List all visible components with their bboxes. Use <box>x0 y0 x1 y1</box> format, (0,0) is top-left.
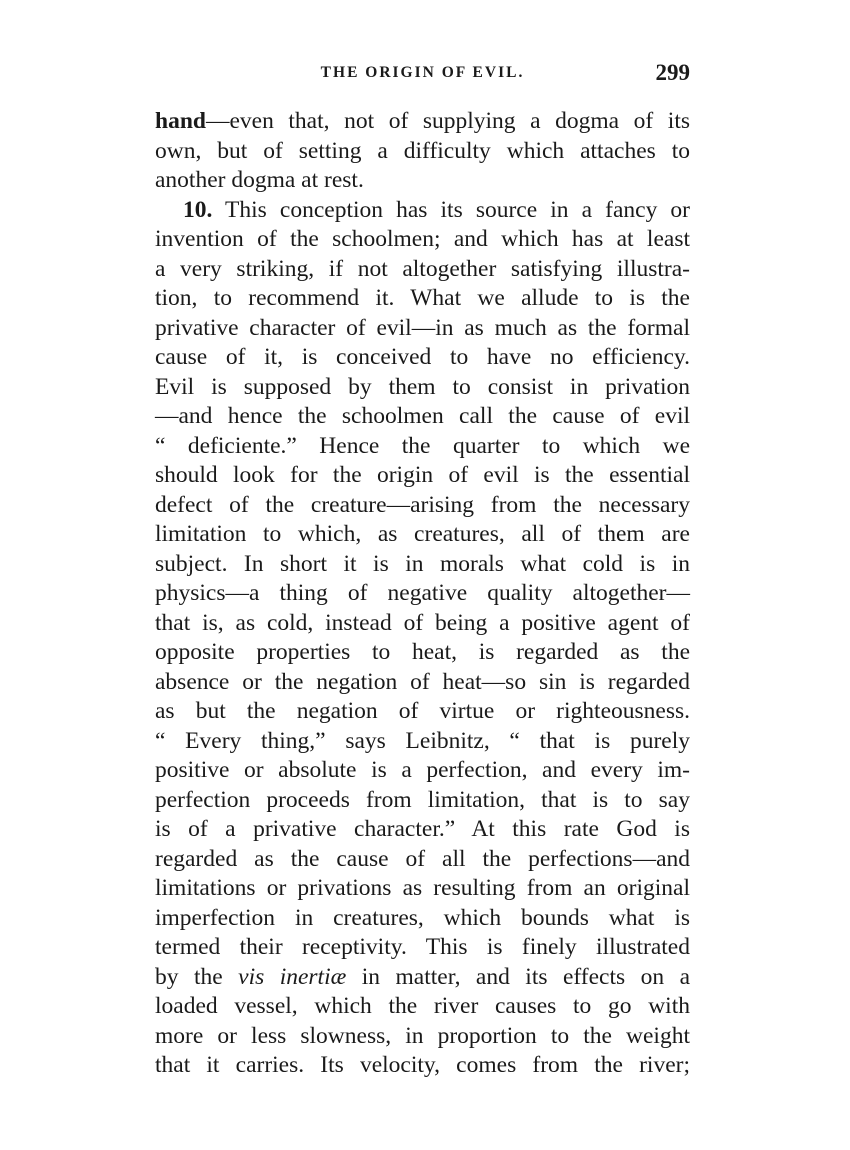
text-line: should look for the origin of evil is the essential <box>155 462 690 488</box>
text-line: —and hence the schoolmen call the cause of evil <box>155 403 690 429</box>
text-line: limitation to which, as creatures, all of them are <box>155 521 690 547</box>
body-text <box>155 107 690 1081</box>
text-line: positive or absolute is a perfection, and every im- <box>155 757 690 783</box>
text-line: opposite properties to heat, is regarded as the <box>155 639 690 665</box>
text-line: subject. In short it is in morals what cold is in <box>155 550 690 577</box>
text-fragment: —even that, not of supplying a dogma of its <box>205 108 690 134</box>
text-line: own, but of setting a difficulty which attaches to <box>155 137 690 164</box>
text-fragment: This conception has its source in a fancy or <box>225 196 690 223</box>
text-line: that is, as cold, instead of being a positive agent of <box>155 609 690 636</box>
page-number: 299 <box>655 60 690 85</box>
text-line: “ deficiente.” Hence the quarter to which we <box>155 432 690 459</box>
running-head <box>155 60 690 90</box>
running-title: THE ORIGIN OF EVIL. <box>320 64 525 81</box>
text-line <box>155 107 690 137</box>
text-line: invention of the schoolmen; and which has at least <box>155 226 690 252</box>
text-line: limitations or privations as resulting from an original <box>155 875 690 901</box>
text-line: termed their receptivity. This is finely illustrated <box>155 934 690 960</box>
first-word: hand <box>155 108 206 134</box>
text-line: is of a privative character.” At this rate God is <box>155 816 690 842</box>
text-line: cause of it, is conceived to have no efficiency. <box>155 344 690 370</box>
text-line: absence or the negation of heat—so sin is regarded <box>155 668 690 695</box>
text-line: as but the negation of virtue or righteousness. <box>155 698 690 724</box>
paragraph-first-line <box>155 196 690 226</box>
text-line: imperfection in creatures, which bounds what is <box>155 904 690 931</box>
text-fragment: in matter, and its effects on a <box>346 963 690 990</box>
text-line: more or less slowness, in proportion to the weight <box>155 1022 690 1049</box>
text-line: that it carries. Its velocity, comes from the river; <box>155 1052 690 1078</box>
text-line: defect of the creature—arising from the necessary <box>155 491 690 518</box>
paragraph-number: 10. <box>183 196 213 223</box>
text-line: a very striking, if not altogether satisfying illustra- <box>155 255 690 282</box>
text-line: another dogma at rest. <box>155 167 364 193</box>
text-fragment: by the <box>155 963 239 990</box>
text-line: perfection proceeds from limitation, that is to say <box>155 786 690 813</box>
text-line: physics—a thing of negative quality altogether— <box>155 580 690 606</box>
text-line: Evil is supposed by them to consist in privation <box>155 373 690 400</box>
text-line: privative character of evil—in as much as the formal <box>155 314 690 341</box>
text-line-with-italic <box>155 963 690 993</box>
text-line: regarded as the cause of all the perfections—and <box>155 845 690 872</box>
text-line: tion, to recommend it. What we allude to is the <box>155 285 690 311</box>
text-line: loaded vessel, which the river causes to go with <box>155 993 690 1019</box>
italic-term: vis inertiæ <box>238 963 347 990</box>
text-line: “ Every thing,” says Leibnitz, “ that is purely <box>155 727 690 754</box>
